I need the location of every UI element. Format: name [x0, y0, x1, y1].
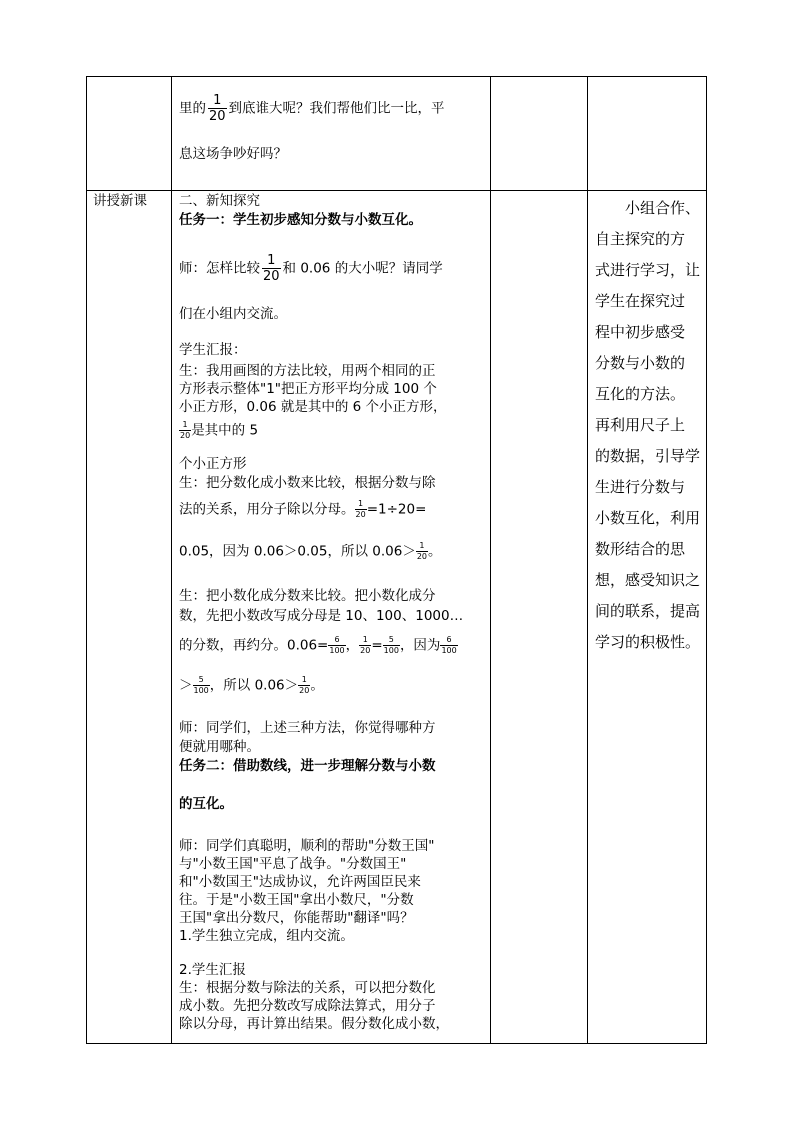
task2-title: 的互化。 [179, 796, 233, 812]
note-line: 小组合作、 [625, 199, 701, 217]
student3-line: 的分数，再约分。0.06= $\frac{6}{100}$ ， $\frac{1}{20}$ = $\frac{5}{100}$ ，因为 $\frac{6}{100}$ [179, 635, 457, 655]
top-row-main-cell [171, 77, 490, 190]
student2-line: 生：把分数化成小数来比较，根据分数与除 [179, 475, 436, 491]
note-line: 式进行学习，让 [595, 261, 701, 279]
intro-line-1: 里的 $\frac{1}{20}$ 到底谁大呢？我们帮他们比一比，平 [179, 93, 445, 124]
student3-line: 数，先把小数改写成分母是 10、100、1000… [179, 608, 464, 624]
row-label: 讲授新课 [93, 193, 147, 209]
note-line: 想，感受知识之 [595, 571, 701, 589]
fraction: $\frac{1}{20}$ [299, 675, 310, 695]
note-line: 程中初步感受 [595, 323, 686, 341]
fraction: $\frac{1}{20}$ [360, 635, 371, 655]
main-content-cell [171, 190, 490, 1043]
report-title: 学生汇报： [179, 342, 247, 358]
intro-line-2: 息这场争吵好吗？ [179, 146, 287, 162]
student1-line: $\frac{1}{20}$ 是其中的 5 [180, 420, 259, 440]
student3-line: ＞ $\frac{5}{100}$ ，所以 0.06＞ $\frac{1}{20}$ 。 [179, 675, 324, 695]
fraction: $\frac{1}{20}$ [355, 499, 366, 519]
task2-title: 任务二：借助数线，进一步理解分数与小数 [179, 758, 436, 774]
section-title: 二、新知探究 [179, 193, 260, 209]
note-line: 再利用尺子上 [595, 416, 686, 434]
teacher-question-line-2: 们在小组内交流。 [179, 306, 287, 322]
note-line: 分数与小数的 [595, 354, 686, 372]
student1-line: 个小正方形 [179, 456, 247, 472]
fraction: $\frac{1}{20}$ [180, 420, 191, 440]
teacher-summary-line: 师：同学们，上述三种方法，你觉得哪种方 [179, 720, 436, 736]
note-line: 学生在探究过 [595, 292, 686, 310]
report-line: 2.学生汇报 [179, 962, 246, 978]
paragraph-line: 与"小数王国"平息了战争。"分数国王" [179, 856, 407, 872]
student3-line: 生：把小数化成分数来比较。把小数化成分 [179, 588, 436, 604]
note-line: 互化的方法。 [595, 385, 686, 403]
task1-title: 任务一：学生初步感知分数与小数互化。 [179, 212, 422, 228]
fraction: $\frac{5}{100}$ [193, 675, 209, 695]
fraction: $\frac{1}{20}$ [209, 93, 226, 124]
student1-line: 生：我用画图的方法比较，用两个相同的正 [179, 363, 436, 379]
fraction: $\frac{5}{100}$ [383, 635, 399, 655]
paragraph-line: 师：同学们真聪明，顺利的帮助"分数王国" [179, 838, 435, 854]
paragraph-line: 往。于是"小数王国"拿出小数尺，"分数 [179, 892, 414, 908]
note-line: 的数据，引导学 [595, 447, 701, 465]
student1-line: 方形表示整体"1"把正方形平均分成 100 个 [179, 381, 437, 397]
fraction: $\frac{6}{100}$ [441, 635, 457, 655]
note-line: 自主探究的方 [595, 230, 686, 248]
paragraph-line: 王国"拿出分数尺，你能帮助"翻译"吗？ [179, 910, 414, 926]
fraction: $\frac{6}{100}$ [329, 635, 345, 655]
paragraph-line: 和"小数国王"达成协议，允许两国臣民来 [179, 874, 421, 890]
fraction: $\frac{1}{20}$ [416, 541, 428, 561]
note-line: 学习的积极性。 [595, 633, 701, 651]
student1-line: 小正方形，0.06 就是其中的 6 个小正方形， [179, 399, 447, 415]
report-line: 成小数。先把分数改写成除法算式，用分子 [179, 998, 436, 1014]
note-line: 间的联系，提高 [595, 602, 701, 620]
note-line: 生进行分数与 [595, 478, 686, 496]
teacher-question: 师：怎样比较 $\frac{1}{20}$ 和 0.06 的大小呢？请同学 [179, 253, 443, 284]
report-line: 生：根据分数与除法的关系，可以把分数化 [179, 980, 436, 996]
teacher-summary-line: 便就用哪种。 [179, 739, 260, 755]
student2-line: 0.05，因为 0.06＞0.05，所以 0.06＞ $\frac{1}{20}$ 。 [179, 541, 442, 561]
student2-line: 法的关系，用分子除以分母。 $\frac{1}{20}$ =1÷20= [179, 499, 427, 519]
note-line: 小数互化，利用 [595, 509, 701, 527]
column-divider [490, 77, 491, 1043]
design-intent-cell [587, 190, 708, 1043]
fraction: $\frac{1}{20}$ [263, 253, 280, 284]
paragraph-line: 1.学生独立完成，组内交流。 [179, 928, 354, 944]
note-line: 数形结合的思 [595, 540, 686, 558]
report-line: 除以分母，再计算出结果。假分数化成小数， [179, 1016, 449, 1032]
lesson-table [86, 76, 707, 1044]
